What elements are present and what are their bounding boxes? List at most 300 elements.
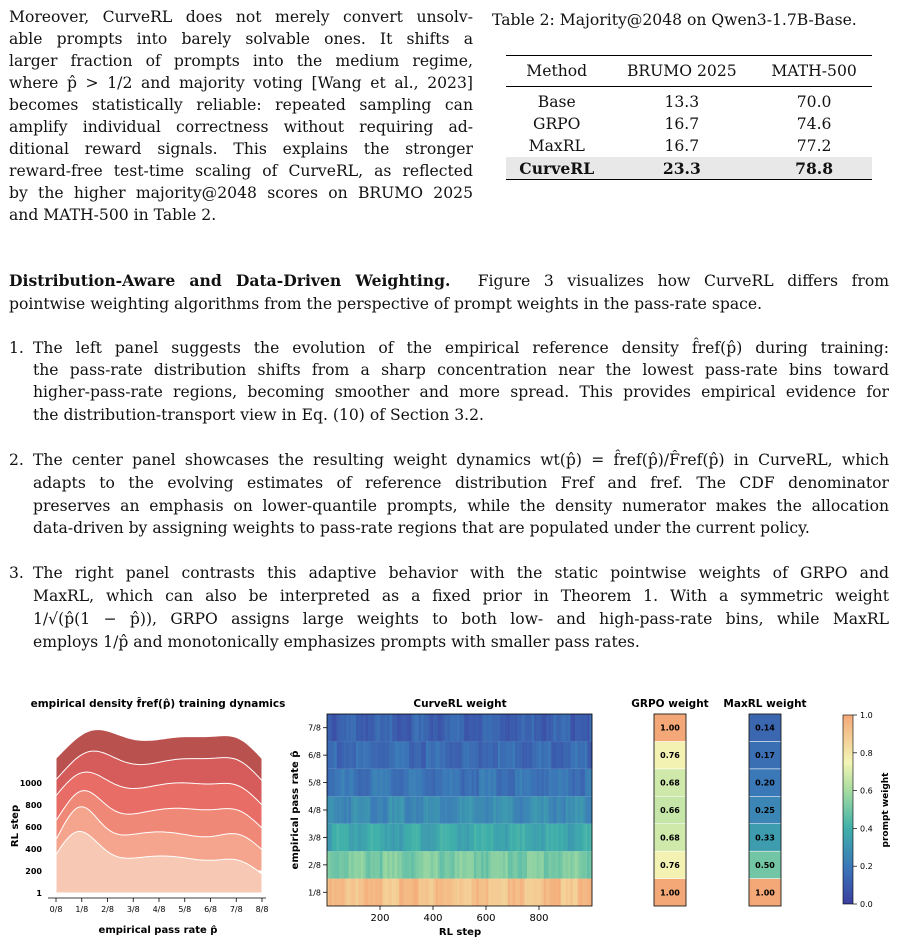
heatmap-cell xyxy=(399,824,402,851)
heatmap-cell xyxy=(472,879,475,906)
heatmap-cell xyxy=(356,769,359,796)
heatmap-cell xyxy=(460,714,463,741)
heatmap-cell xyxy=(587,824,590,851)
heatmap-cell xyxy=(380,741,383,768)
heatmap-cell xyxy=(404,741,407,768)
weight-cell-label: 0.68 xyxy=(660,833,680,843)
heatmap-cell xyxy=(339,796,342,823)
heatmap-cell xyxy=(402,714,405,741)
heatmap-cell xyxy=(416,714,419,741)
colorbar-tick-label: 1.0 xyxy=(860,711,873,720)
heatmap-cell xyxy=(433,879,436,906)
table-row-highlight xyxy=(506,157,872,180)
weight-cell-label: 0.25 xyxy=(755,806,775,815)
heatmap-cell xyxy=(344,741,347,768)
heatmap-cell xyxy=(568,824,571,851)
heatmap-cell xyxy=(556,714,559,741)
heatmap-cell xyxy=(457,714,460,741)
heatmap-cell xyxy=(329,714,332,741)
heatmap-cell xyxy=(510,741,513,768)
heatmap-cell xyxy=(513,714,516,741)
heatmap-cell xyxy=(450,824,453,851)
heatmap-cell xyxy=(421,879,424,906)
heatmap-cell xyxy=(351,824,354,851)
heatmap-cell xyxy=(544,879,547,906)
heatmap-cell xyxy=(479,796,482,823)
heatmap-cell xyxy=(457,796,460,823)
heatmap-cell xyxy=(373,741,376,768)
heatmap-cell xyxy=(419,851,422,878)
center-panel-title: CurveRL weight xyxy=(413,698,507,710)
heatmap-cell xyxy=(419,769,422,796)
heatmap-cell xyxy=(329,769,332,796)
heatmap-cell xyxy=(472,851,475,878)
heatmap-cell xyxy=(537,714,540,741)
heatmap-cell xyxy=(513,769,516,796)
heatmap-cell xyxy=(341,879,344,906)
heatmap-cell xyxy=(394,741,397,768)
heatmap-cell xyxy=(481,796,484,823)
heatmap-cell xyxy=(486,851,489,878)
heatmap-cell xyxy=(544,714,547,741)
heatmap-cell xyxy=(585,824,588,851)
heatmap-cell xyxy=(558,769,561,796)
list-line: MaxRL, which can also be interpreted as a fixed prior in Theorem 1. With a symmetric weight xyxy=(33,587,889,605)
heatmap-cell xyxy=(467,714,470,741)
heatmap-cell xyxy=(435,769,438,796)
grpo-panel-title: GRPO weight xyxy=(631,698,709,710)
heatmap-cell xyxy=(423,741,426,768)
para-line: where p̂ > 1/2 and majority voting [Wang et al., 2023] xyxy=(9,74,473,92)
para-line: by the higher majority@2048 scores on BRUMO 2025 xyxy=(9,184,473,202)
heatmap-cell xyxy=(433,714,436,741)
heatmap-cell xyxy=(570,851,573,878)
section-intro-text: Figure 3 visualizes how CurveRL differs from xyxy=(477,272,890,290)
heatmap-cell xyxy=(390,714,393,741)
table-cell: MaxRL xyxy=(528,137,585,155)
heatmap-cell xyxy=(510,714,513,741)
heatmap-cell xyxy=(445,741,448,768)
heatmap-cell xyxy=(447,796,450,823)
heatmap-cell xyxy=(525,741,528,768)
heatmap-cell xyxy=(563,714,566,741)
heatmap-cell xyxy=(346,769,349,796)
heatmap-cell xyxy=(455,714,458,741)
heatmap-cell xyxy=(332,796,335,823)
heatmap-cell xyxy=(373,796,376,823)
heatmap-cell xyxy=(462,714,465,741)
heatmap-cell xyxy=(464,714,467,741)
heatmap-cell xyxy=(510,851,513,878)
heatmap-cell xyxy=(484,796,487,823)
heatmap-cell xyxy=(566,824,569,851)
heatmap-cell xyxy=(426,879,429,906)
list-line: The left panel suggests the evolution of the empirical reference density f̂ref(p̂) during training: xyxy=(33,339,889,357)
heatmap-cell xyxy=(575,769,578,796)
heatmap-cell xyxy=(551,769,554,796)
heatmap-cell xyxy=(358,741,361,768)
heatmap-cell xyxy=(464,824,467,851)
heatmap-cell xyxy=(575,824,578,851)
heatmap-cell xyxy=(570,741,573,768)
heatmap-cell xyxy=(452,851,455,878)
heatmap-cell xyxy=(416,851,419,878)
heatmap-cell xyxy=(469,851,472,878)
left-y-tick-label: 800 xyxy=(25,801,42,810)
weight-cell-label: 0.66 xyxy=(660,806,680,815)
heatmap-cell xyxy=(476,796,479,823)
heatmap-cell xyxy=(416,824,419,851)
heatmap-cell xyxy=(332,851,335,878)
heatmap-cell xyxy=(428,824,431,851)
heatmap-cell xyxy=(469,741,472,768)
ridge-plot xyxy=(56,730,262,893)
heatmap-cell xyxy=(479,741,482,768)
weight-cell-label: 1.00 xyxy=(660,723,680,733)
heatmap-cell xyxy=(556,741,559,768)
heatmap-cell xyxy=(582,741,585,768)
heatmap-cell xyxy=(385,879,388,906)
heatmap-cell xyxy=(346,741,349,768)
heatmap-cell xyxy=(496,741,499,768)
heatmap-cell xyxy=(462,796,465,823)
center-x-label: RL step xyxy=(438,927,482,938)
heatmap-cell xyxy=(551,714,554,741)
heatmap-cell xyxy=(368,796,371,823)
heatmap-cell xyxy=(491,851,494,878)
heatmap-cell xyxy=(568,796,571,823)
heatmap-cell xyxy=(515,714,518,741)
heatmap-cell xyxy=(549,824,552,851)
table-row xyxy=(506,135,872,157)
heatmap-cell xyxy=(527,714,530,741)
heatmap-cell xyxy=(435,879,438,906)
heatmap-cell xyxy=(505,879,508,906)
heatmap-cell xyxy=(558,851,561,878)
heatmap-cell xyxy=(551,879,554,906)
heatmap-cell xyxy=(525,714,528,741)
heatmap-cell xyxy=(546,851,549,878)
heatmap-cell xyxy=(549,879,552,906)
heatmap-cell xyxy=(474,741,477,768)
heatmap-cell xyxy=(508,851,511,878)
heatmap-cell xyxy=(440,824,443,851)
heatmap-cell xyxy=(361,741,364,768)
heatmap-cell xyxy=(382,879,385,906)
left-x-tick-label: 1/8 xyxy=(75,905,89,914)
heatmap-cell xyxy=(337,879,340,906)
heatmap-cell xyxy=(525,879,528,906)
weight-cell-label: 0.50 xyxy=(755,860,775,870)
col-header: MATH-500 xyxy=(756,56,872,87)
heatmap-cell xyxy=(582,796,585,823)
heatmap-cell xyxy=(481,741,484,768)
heatmap-cell xyxy=(414,769,417,796)
heatmap-cell xyxy=(513,879,516,906)
heatmap-cell xyxy=(460,796,463,823)
heatmap-cell xyxy=(435,851,438,878)
heatmap-cell xyxy=(563,741,566,768)
heatmap-cell xyxy=(508,796,511,823)
heatmap-cell xyxy=(553,851,556,878)
heatmap-cell xyxy=(426,824,429,851)
heatmap-cell xyxy=(363,824,366,851)
heatmap-cell xyxy=(503,824,506,851)
heatmap-cell xyxy=(544,741,547,768)
heatmap-cell xyxy=(525,851,528,878)
heatmap-cell xyxy=(580,741,583,768)
heatmap-cell xyxy=(472,714,475,741)
heatmap-cell xyxy=(452,769,455,796)
weight-cell-label: 0.76 xyxy=(660,751,680,761)
heatmap-cell xyxy=(349,796,352,823)
heatmap-cell xyxy=(349,769,352,796)
heatmap-cell xyxy=(500,879,503,906)
heatmap-cell xyxy=(582,851,585,878)
heatmap-cell xyxy=(433,769,436,796)
heatmap-cell xyxy=(378,796,381,823)
heatmap-cell xyxy=(382,714,385,741)
heatmap-cell xyxy=(549,741,552,768)
heatmap-cell xyxy=(349,741,352,768)
heatmap-cell xyxy=(385,769,388,796)
heatmap-cell xyxy=(368,714,371,741)
heatmap-cell xyxy=(527,796,530,823)
heatmap-cell xyxy=(479,714,482,741)
heatmap-cell xyxy=(472,824,475,851)
heatmap-cell xyxy=(450,851,453,878)
heatmap-cell xyxy=(390,824,393,851)
table-cell: 23.3 xyxy=(607,157,756,180)
heatmap-cell xyxy=(491,714,494,741)
center-x-tick-label: 200 xyxy=(370,913,390,924)
heatmap-cell xyxy=(527,769,530,796)
heatmap-cell xyxy=(578,796,581,823)
center-x-tick-label: 800 xyxy=(529,913,549,924)
heatmap-cell xyxy=(546,824,549,851)
heatmap-cell xyxy=(409,879,412,906)
heatmap-cell xyxy=(534,796,537,823)
heatmap-cell xyxy=(346,879,349,906)
heatmap-cell xyxy=(332,714,335,741)
heatmap-cell xyxy=(440,851,443,878)
heatmap-cell xyxy=(382,796,385,823)
heatmap-cell xyxy=(339,714,342,741)
heatmap-cell xyxy=(522,851,525,878)
heatmap-cell xyxy=(573,851,576,878)
heatmap-cell xyxy=(505,851,508,878)
center-y-tick-label: 6/8 xyxy=(308,751,321,761)
heatmap-cell xyxy=(344,769,347,796)
heatmap-cell xyxy=(570,796,573,823)
heatmap-cell xyxy=(385,824,388,851)
heatmap-cell xyxy=(370,879,373,906)
heatmap-cell xyxy=(527,741,530,768)
heatmap-cell xyxy=(397,851,400,878)
heatmap-cell xyxy=(443,879,446,906)
heatmap-cell xyxy=(361,879,364,906)
heatmap-cell xyxy=(356,741,359,768)
heatmap-cell xyxy=(370,769,373,796)
para-line: becomes statistically reliable: repeated sampling can xyxy=(9,96,473,114)
heatmap-cell xyxy=(346,824,349,851)
heatmap-cell xyxy=(469,824,472,851)
heatmap-cell xyxy=(399,741,402,768)
heatmap-cell xyxy=(423,714,426,741)
heatmap-cell xyxy=(568,714,571,741)
heatmap-cell xyxy=(541,824,544,851)
heatmap-cell xyxy=(546,769,549,796)
heatmap-cell xyxy=(327,851,330,878)
heatmap-cell xyxy=(498,741,501,768)
heatmap-cell xyxy=(474,824,477,851)
heatmap-cell xyxy=(460,769,463,796)
heatmap-cell xyxy=(481,851,484,878)
heatmap-cell xyxy=(500,769,503,796)
heatmap-cell xyxy=(517,879,520,906)
center-y-tick-label: 1/8 xyxy=(308,888,321,898)
left-x-tick-label: 3/8 xyxy=(126,905,140,914)
heatmap-cell xyxy=(409,769,412,796)
heatmap-cell xyxy=(334,741,337,768)
heatmap-cell xyxy=(541,714,544,741)
heatmap-cell xyxy=(457,851,460,878)
heatmap-cell xyxy=(553,796,556,823)
heatmap-cell xyxy=(378,714,381,741)
heatmap-cell xyxy=(435,714,438,741)
heatmap-cell xyxy=(539,714,542,741)
colorbar-ticks xyxy=(853,711,873,909)
heatmap-cell xyxy=(496,824,499,851)
heatmap-cell xyxy=(450,714,453,741)
table-cell: 13.3 xyxy=(664,93,700,111)
heatmap-cell xyxy=(375,769,378,796)
heatmap-cell xyxy=(447,851,450,878)
heatmap-cell xyxy=(539,851,542,878)
heatmap-cell xyxy=(385,741,388,768)
heatmap-cell xyxy=(387,824,390,851)
col-header: Method xyxy=(506,56,607,87)
list-line: higher-pass-rate regions, becoming smoother and more spread. This provides empirical evidence for xyxy=(33,383,889,401)
heatmap-cell xyxy=(455,824,458,851)
heatmap-cell xyxy=(373,769,376,796)
heatmap-cell xyxy=(546,714,549,741)
heatmap-cell xyxy=(580,824,583,851)
heatmap-cell xyxy=(515,769,518,796)
heatmap-cell xyxy=(462,879,465,906)
heatmap-cell xyxy=(558,879,561,906)
heatmap-cell xyxy=(474,796,477,823)
heatmap-cell xyxy=(455,796,458,823)
colorbar-label: prompt weight xyxy=(881,772,891,848)
heatmap-cell xyxy=(500,851,503,878)
heatmap-cell xyxy=(339,769,342,796)
heatmap-cell xyxy=(438,796,441,823)
heatmap-cell xyxy=(390,741,393,768)
weight-cell-label: 0.17 xyxy=(755,751,775,761)
heatmap-cell xyxy=(344,851,347,878)
heatmap-cell xyxy=(416,879,419,906)
heatmap-cell xyxy=(426,741,429,768)
heatmap-cell xyxy=(534,879,537,906)
heatmap-cell xyxy=(378,824,381,851)
heatmap-cell xyxy=(573,796,576,823)
heatmap-cell xyxy=(341,796,344,823)
heatmap-cell xyxy=(402,851,405,878)
heatmap-cell xyxy=(435,741,438,768)
heatmap-cell xyxy=(544,851,547,878)
results-table xyxy=(506,55,872,180)
weight-cell-label: 0.14 xyxy=(755,723,775,733)
heatmap-cell xyxy=(354,879,357,906)
curverl-heatmap xyxy=(327,714,592,906)
heatmap-cell xyxy=(378,769,381,796)
heatmap-cell xyxy=(510,879,513,906)
heatmap-cell xyxy=(407,714,410,741)
heatmap-cell xyxy=(382,741,385,768)
heatmap-cell xyxy=(486,796,489,823)
heatmap-cell xyxy=(561,741,564,768)
heatmap-cell xyxy=(414,851,417,878)
heatmap-cell xyxy=(344,714,347,741)
heatmap-cell xyxy=(566,796,569,823)
maxrl-weight-column xyxy=(749,714,781,906)
heatmap-cell xyxy=(404,824,407,851)
heatmap-cell xyxy=(515,851,518,878)
heatmap-cell xyxy=(375,824,378,851)
heatmap-cell xyxy=(462,769,465,796)
heatmap-cell xyxy=(373,851,376,878)
center-y-tick-label: 5/8 xyxy=(308,778,321,788)
heatmap-cell xyxy=(337,796,340,823)
heatmap-cell xyxy=(385,796,388,823)
heatmap-cell xyxy=(414,879,417,906)
heatmap-cell xyxy=(327,796,330,823)
heatmap-cell xyxy=(370,796,373,823)
heatmap-cell xyxy=(387,796,390,823)
heatmap-cell xyxy=(370,714,373,741)
heatmap-cell xyxy=(575,741,578,768)
heatmap-cell xyxy=(329,824,332,851)
heatmap-cell xyxy=(508,824,511,851)
heatmap-cell xyxy=(423,851,426,878)
heatmap-cell xyxy=(476,851,479,878)
heatmap-cell xyxy=(354,714,357,741)
heatmap-cell xyxy=(375,714,378,741)
heatmap-cell xyxy=(556,796,559,823)
heatmap-cell xyxy=(349,824,352,851)
heatmap-cell xyxy=(582,824,585,851)
heatmap-cell xyxy=(368,824,371,851)
heatmap-cell xyxy=(529,769,532,796)
heatmap-cell xyxy=(366,851,369,878)
heatmap-cell xyxy=(392,741,395,768)
heatmap-cell xyxy=(363,879,366,906)
heatmap-cell xyxy=(539,824,542,851)
heatmap-cell xyxy=(585,796,588,823)
heatmap-cell xyxy=(337,851,340,878)
center-x-tick-label: 600 xyxy=(476,913,496,924)
left-x-label: empirical pass rate p̂ xyxy=(98,925,218,936)
heatmap-cell xyxy=(503,796,506,823)
heatmap-cell xyxy=(534,824,537,851)
heatmap-cell xyxy=(368,851,371,878)
para-line: and MATH-500 in Table 2. xyxy=(9,206,217,224)
heatmap-cell xyxy=(363,796,366,823)
heatmap-cell xyxy=(445,879,448,906)
heatmap-cell xyxy=(500,796,503,823)
heatmap-cell xyxy=(520,879,523,906)
